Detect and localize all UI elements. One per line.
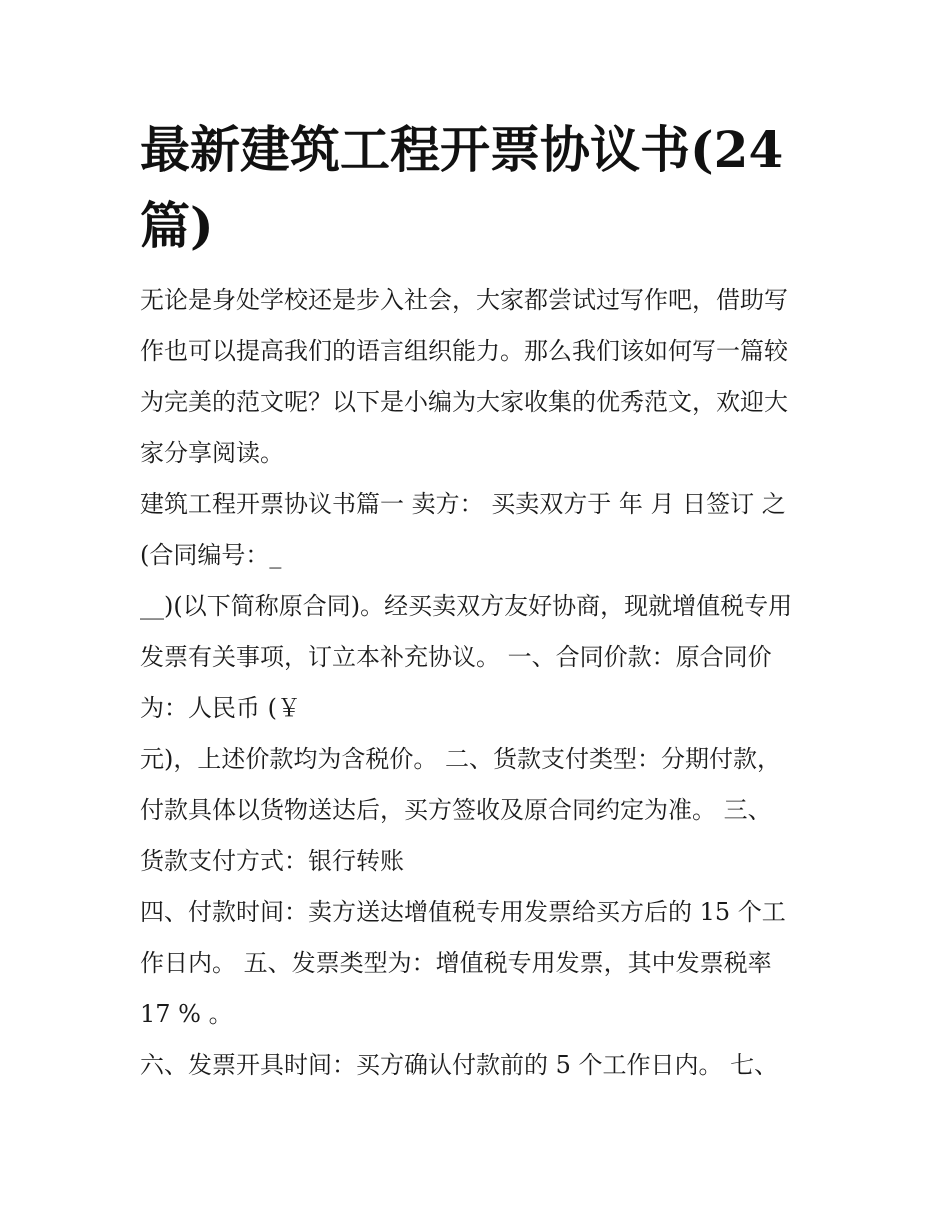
text-line: __)(以下简称原合同)。经买卖双方友好协商，现就增值税专用 (140, 592, 793, 620)
text-line: 货款支付方式：银行转账 (140, 847, 404, 875)
text-line: 发票有关事项，订立本补充协议。 一、合同价款：原合同价 (140, 643, 772, 671)
text-line: 元)，上述价款均为含税价。 二、货款支付类型：分期付款， (140, 745, 781, 773)
text-line: (合同编号：_ (140, 541, 282, 569)
text-line: 付款具体以货物送达后，买方签收及原合同约定为准。 三、 (140, 796, 772, 824)
text-line: 建筑工程开票协议书篇一 卖方： 买卖双方于 年 月 日签订 之 (140, 490, 786, 518)
text-line: 为完美的范文呢？以下是小编为大家收集的优秀范文，欢迎大 (140, 388, 788, 416)
document-title (140, 112, 820, 264)
text-line: 六、发票开具时间：买方确认付款前的 5 个工作日内。 七、 (140, 1051, 779, 1079)
text-line: 无论是身处学校还是步入社会，大家都尝试过写作吧，借助写 (140, 286, 788, 314)
title-line-1: 最新建筑工程开票协议书(24 (140, 120, 784, 179)
text-line: 四、付款时间：卖方送达增值税专用发票给买方后的 15 个工 (140, 898, 786, 926)
text-line: 作日内。 五、发票类型为：增值税专用发票，其中发票税率 (140, 949, 772, 977)
text-line: 17 % 。 (140, 1000, 233, 1028)
title-line-2: 篇) (140, 196, 214, 255)
text-line: 作也可以提高我们的语言组织能力。那么我们该如何写一篇较 (140, 337, 788, 365)
text-line: 家分享阅读。 (140, 439, 284, 467)
text-line: 为：人民币 (￥ (140, 694, 301, 722)
